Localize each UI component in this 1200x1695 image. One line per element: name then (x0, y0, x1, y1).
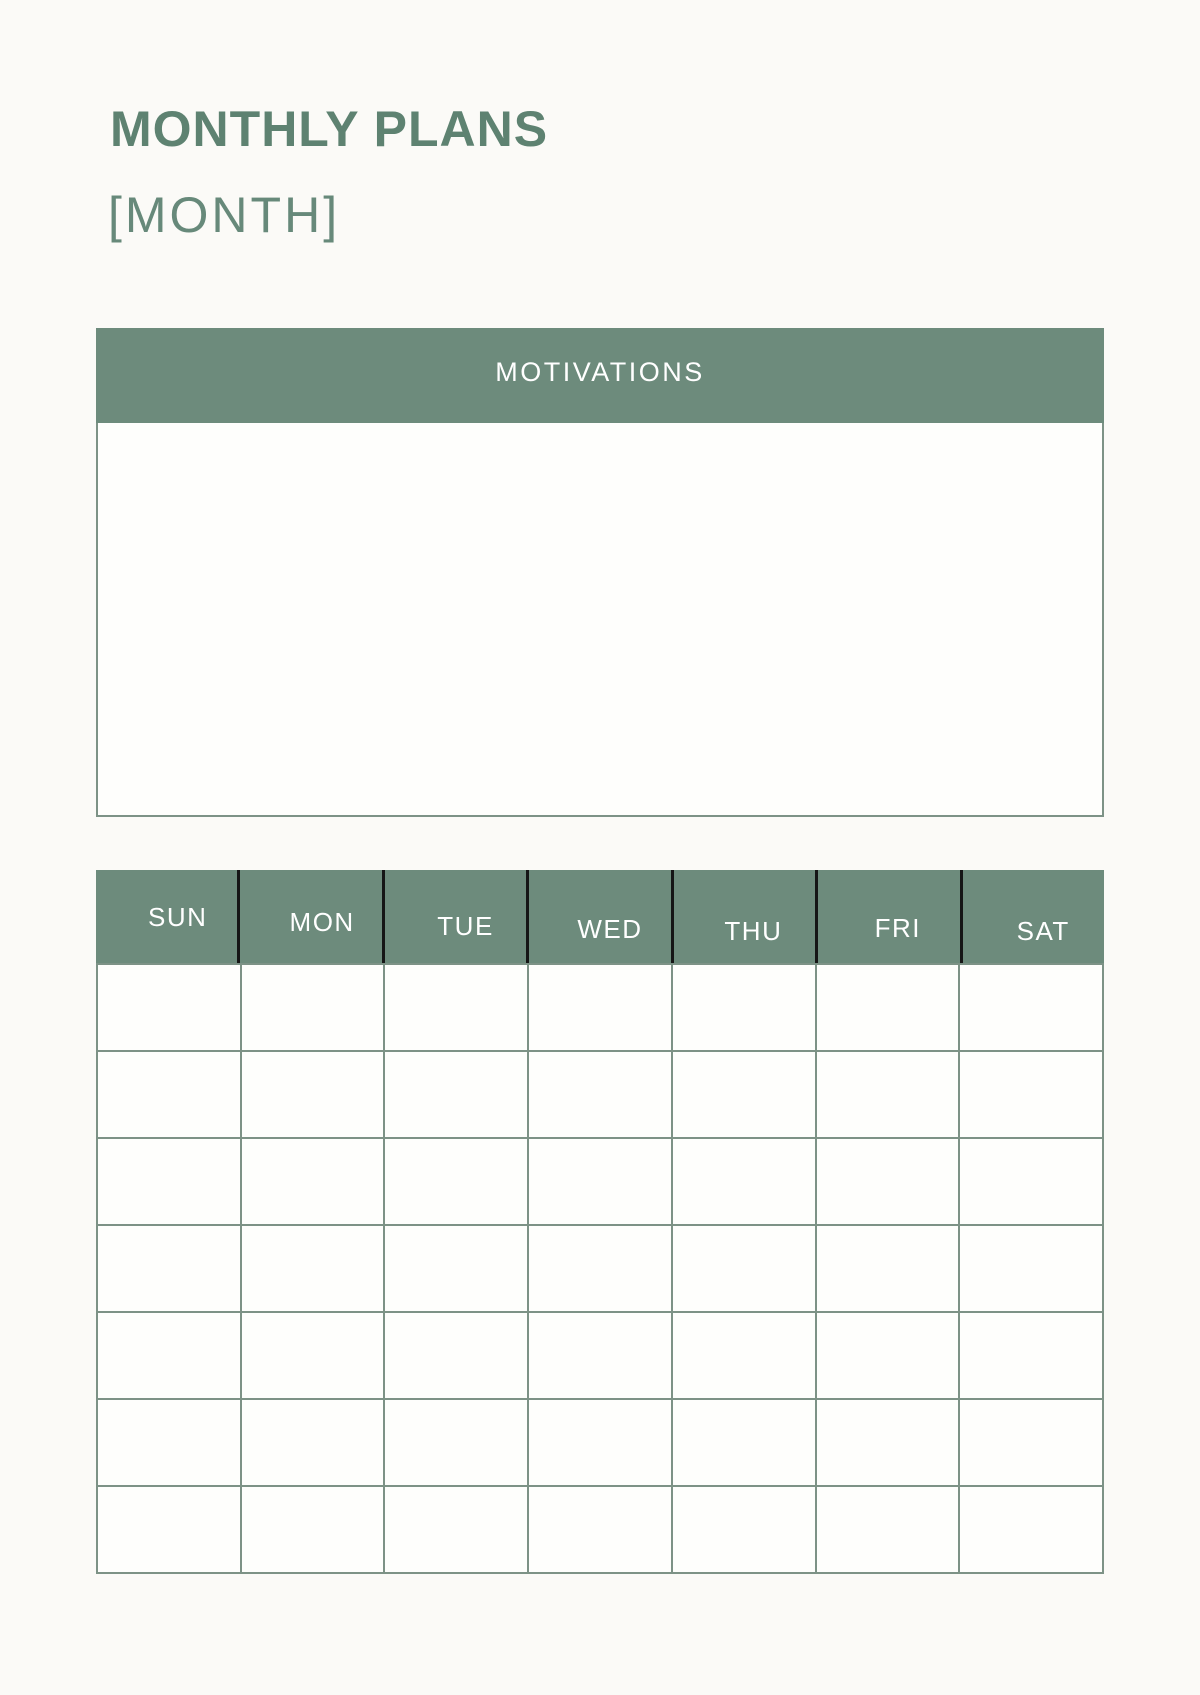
calendar-cell[interactable] (673, 1052, 815, 1137)
calendar-cell[interactable] (960, 1052, 1102, 1137)
calendar-cell[interactable] (673, 1226, 815, 1311)
motivations-section (96, 328, 1104, 817)
calendar-cell[interactable] (817, 1400, 959, 1485)
calendar (96, 870, 1104, 1574)
calendar-cell[interactable] (242, 1226, 384, 1311)
motivations-header-label: MOTIVATIONS (495, 357, 705, 387)
calendar-cell[interactable] (817, 1052, 959, 1137)
day-header-sun (96, 870, 237, 963)
day-header-fri (815, 870, 959, 963)
calendar-cell[interactable] (242, 1487, 384, 1572)
day-header-label: WED (577, 914, 643, 944)
month-placeholder[interactable]: [MONTH] (108, 187, 341, 243)
calendar-header-row (96, 870, 1104, 963)
calendar-cell[interactable] (98, 1226, 240, 1311)
calendar-cell[interactable] (385, 1052, 527, 1137)
day-header-wed (526, 870, 670, 963)
day-header-thu (671, 870, 815, 963)
day-header-sat (960, 870, 1104, 963)
calendar-cell[interactable] (529, 965, 671, 1050)
calendar-cell[interactable] (960, 1313, 1102, 1398)
motivations-header (96, 328, 1104, 423)
calendar-cell[interactable] (242, 1052, 384, 1137)
calendar-cell[interactable] (817, 1313, 959, 1398)
day-header-mon (237, 870, 381, 963)
calendar-cell[interactable] (385, 1313, 527, 1398)
calendar-cell[interactable] (817, 1226, 959, 1311)
calendar-cell[interactable] (98, 1139, 240, 1224)
motivations-notes-area[interactable] (96, 423, 1104, 817)
calendar-cell[interactable] (960, 1226, 1102, 1311)
calendar-cell[interactable] (98, 1487, 240, 1572)
day-header-label: FRI (874, 913, 922, 943)
calendar-cell[interactable] (242, 1139, 384, 1224)
calendar-cell[interactable] (385, 1400, 527, 1485)
calendar-cell[interactable] (242, 965, 384, 1050)
day-header-label: THU (724, 916, 783, 946)
calendar-cell[interactable] (98, 1052, 240, 1137)
calendar-cell[interactable] (673, 1487, 815, 1572)
calendar-cell[interactable] (529, 1400, 671, 1485)
calendar-cell[interactable] (529, 1313, 671, 1398)
calendar-cell[interactable] (673, 965, 815, 1050)
calendar-cell[interactable] (98, 1400, 240, 1485)
calendar-cell[interactable] (960, 965, 1102, 1050)
calendar-cell[interactable] (529, 1139, 671, 1224)
calendar-cell[interactable] (529, 1052, 671, 1137)
calendar-cell[interactable] (960, 1400, 1102, 1485)
day-header-label: SAT (1016, 916, 1070, 946)
calendar-cell[interactable] (242, 1400, 384, 1485)
calendar-cell[interactable] (529, 1226, 671, 1311)
calendar-cell[interactable] (529, 1487, 671, 1572)
calendar-cell[interactable] (385, 1139, 527, 1224)
calendar-cell[interactable] (98, 1313, 240, 1398)
calendar-cell[interactable] (98, 965, 240, 1050)
calendar-cell[interactable] (385, 965, 527, 1050)
calendar-cell[interactable] (673, 1400, 815, 1485)
calendar-cell[interactable] (817, 965, 959, 1050)
calendar-cell[interactable] (673, 1139, 815, 1224)
calendar-cell[interactable] (817, 1487, 959, 1572)
calendar-cell[interactable] (242, 1313, 384, 1398)
day-header-label: TUE (437, 911, 494, 941)
calendar-cell[interactable] (960, 1487, 1102, 1572)
calendar-cell[interactable] (960, 1139, 1102, 1224)
day-header-tue (382, 870, 526, 963)
calendar-grid (96, 963, 1104, 1574)
day-header-label: SUN (148, 902, 208, 932)
calendar-cell[interactable] (385, 1487, 527, 1572)
day-header-label: MON (289, 907, 355, 937)
calendar-cell[interactable] (385, 1226, 527, 1311)
calendar-cell[interactable] (817, 1139, 959, 1224)
calendar-cell[interactable] (673, 1313, 815, 1398)
document-title: MONTHLY PLANS (110, 101, 549, 157)
